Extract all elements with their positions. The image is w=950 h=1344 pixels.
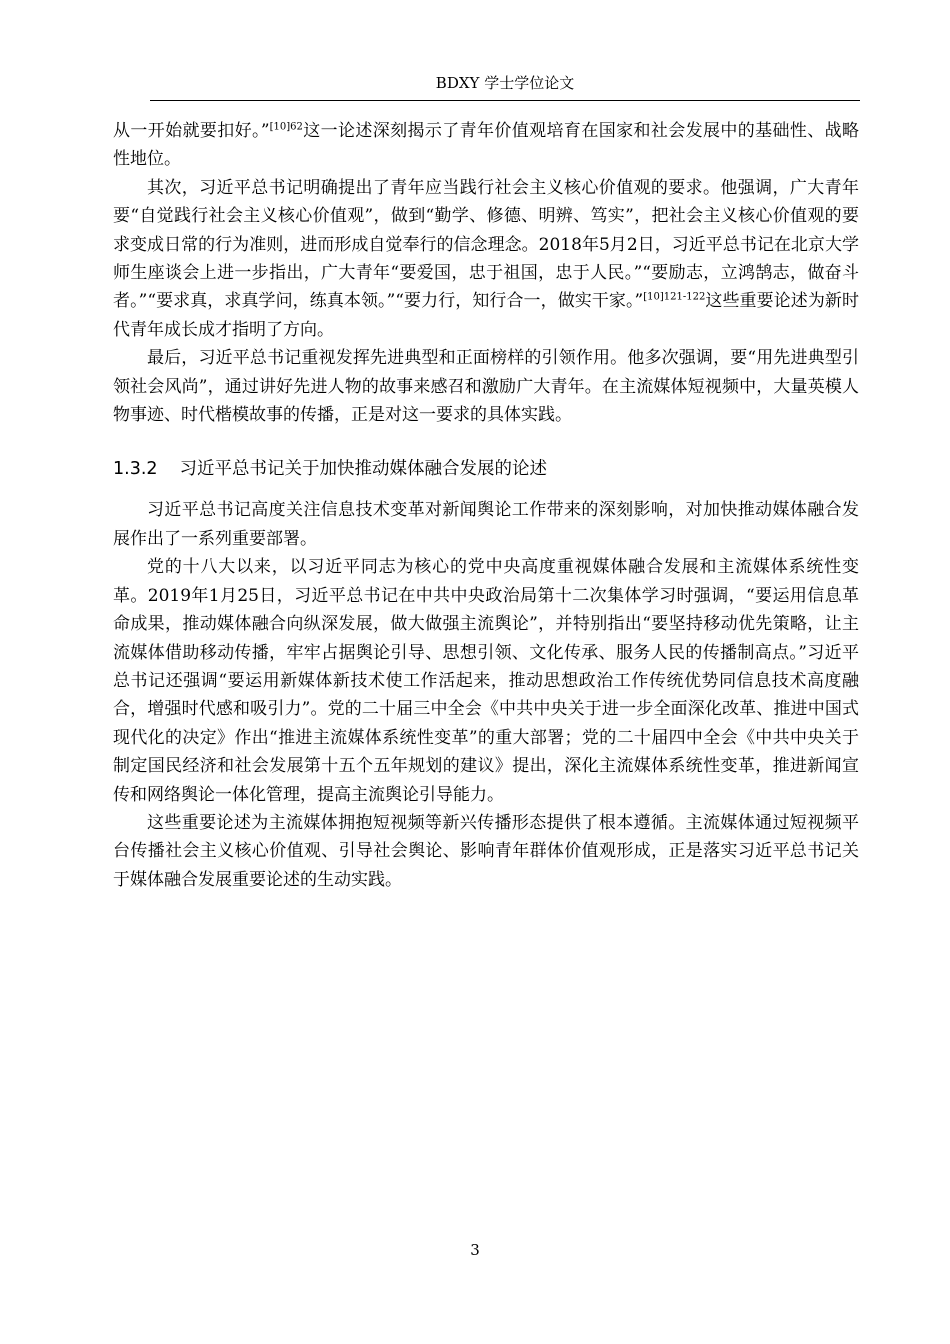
citation-superscript: [10]121-122 <box>643 291 706 303</box>
paragraph-continued <box>113 117 859 174</box>
citation-superscript: [10]62 <box>269 121 303 133</box>
paragraph: 这些重要论述为主流媒体拥抱短视频等新兴传播形态提供了根本遵循。主流媒体通过短视频平台传播社会主义核心价值观、引导社会舆论、影响青年群体价值观形成，正是落实习近平总书记关于媒体融合发展重要论述的生动实践。 <box>113 812 859 890</box>
page-header <box>150 70 860 101</box>
paragraph: 党的十八大以来，以习近平同志为核心的党中央高度重视媒体融合发展和主流媒体系统性变革。2019年1月25日，习近平总书记在中共中央政治局第十二次集体学习时强调，“要运用信息革命成果，推动媒体融合向纵深发展，做大做强主流舆论”，并特别指出“要坚持移动优先策略，让主流媒体借助移动传播，牢牢占据舆论引导、思想引领、文化传承、服务人民的传播制高点。”习近平总书记还强调“要运用新媒体新技术使工作活起来，推动思想政治工作传统优势同信息技术高度融合，增强时代感和吸引力”。党的二十届三中全会《中共中央关于进一步全面深化改革、推进中国式现代化的决定》作出“推进主流媒体系统性变革”的重大部署；党的二十届四中全会《中共中央关于制定国民经济和社会发展第十五个五年规划的建议》提出，深化主流媒体系统性变革，推进新闻宣传和网络舆论一体化管理，提高主流舆论引导能力。 <box>113 557 859 805</box>
page-body <box>113 117 859 894</box>
section-heading <box>113 455 859 483</box>
paragraph-text: 其次，习近平总书记明确提出了青年应当践行社会主义核心价值观的要求。他强调，广大青年要“自觉践行社会主义核心价值观”，做到“勤学、修德、明辨、笃实”，把社会主义核心价值观的要求变成日常的行为准则，进而形成自觉奉行的信念理念。2018年5月2日，习近平总书记在北京大学师生座谈会上进一步指出，广大青年“要爱国，忠于祖国，忠于人民。”“要励志，立鸿鹄志，做奋斗者。”“要求真，求真学问，练真本领。”“要力行，知行合一，做实干家。” <box>113 177 859 312</box>
paragraph-text: 从一开始就要扣好。” <box>113 121 270 141</box>
paragraph: 最后，习近平总书记重视发挥先进典型和正面榜样的引领作用。他多次强调，要“用先进典型引领社会风尚”，通过讲好先进人物的故事来感召和激励广大青年。在主流媒体短视频中，大量英模人物事迹、时代楷模故事的传播，正是对这一要求的具体实践。 <box>113 348 859 426</box>
paragraph-text: 这些重要论述为新时代青年成长成才指明了方向。 <box>113 291 859 340</box>
paragraph-text: 这一论述深刻揭示了青年价值观培育在国家和社会发展中的基础性、战略性地位。 <box>113 121 859 170</box>
paragraph <box>113 174 859 344</box>
section-number: 1.3.2 <box>113 459 158 480</box>
section-title: 习近平总书记关于加快推动媒体融合发展的论述 <box>179 459 548 480</box>
paragraph: 习近平总书记高度关注信息技术变革对新闻舆论工作带来的深刻影响，对加快推动媒体融合发展作出了一系列重要部署。 <box>113 500 859 549</box>
page-number: 3 <box>470 1241 480 1259</box>
header-title: BDXY 学士学位论文 <box>435 74 575 92</box>
